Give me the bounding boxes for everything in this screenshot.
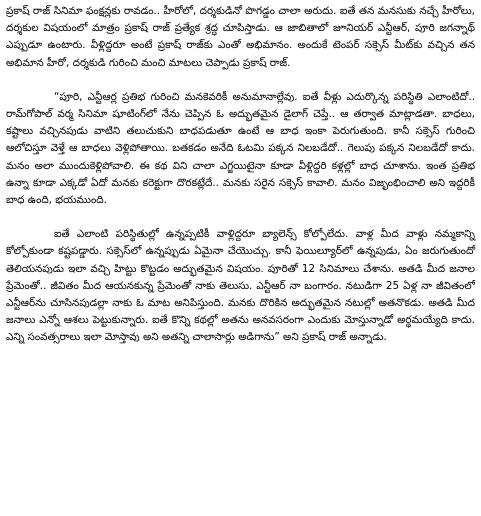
article-paragraph-1: ప్రకాష్ రాజ్ సినిమా ఫంక్షన్లకు రావడం.. హీరోలో, దర్శకుడినో పొగడ్డం చాలా అరుదు. ఐతే తన మనసుకు నచ్చే హీరోలు, దర్శకుల విషయంలో మాత్రం ప్రకాష్ రాజ్ ప్రత్యేక శ్రద్ధ చూపిస్తాడు. ఆ జాబితాలో జూనియర్ ఎన్టీఆర్, పూరి జగన్నాథ్ ఎప్పుడూ ఉంటారు. వీళ్లిద్దరూ అంటే ప్రకాష్ రాజ్‌కు ఎంతో అభిమానం. అందుకే టెంపర్ సక్సెస్ మీట్‌కు వచ్చిన తన అభిమాన హీరో, దర్శకుడి గురించి మంచి మాటలు చెప్పాడు ప్రకాష్ రాజ్. — [6, 5, 475, 69]
article-paragraph-2: “పూరి, ఎన్టీఆర్ల ప్రతిభ గురించి మనకెవరికీ అనుమానాల్లేవు. ఐతే వీళ్లు ఎదుర్కొన్న పరిస్థితి ఎలాంటిదో.. రామ్‌గోపాల్ వర్మ సినిమా షూటింగ్‌లో నేను చెప్పిన ఓ అద్భుతమైన డైలాగ్ చెప్తే.. ఆ తర్వాత మాట్లాడతా. బాధలు, కష్టాలు వచ్చినపుడు వాటిని తలుచుకుని బాధపడుతూ ఉంటే ఆ బాధ ఇంకా పెరుగుతుంది. కానీ సక్సెస్ గురించి ఆలోచిస్తూ వెళ్తే ఆ బాధలు వెళ్లిపోతాయి. బతకడం అనేది ఓటమి పక్కన నిలబడేదో.. గెలుపు పక్కన నిలబడేదో కాదు. మనం అలా ముందుకెళ్లిపోవాలి. ఈ కథ విని చాలా ఎగ్జయిటైనా కూడా వీళ్లిద్దరి కళ్లల్లో బాధ చూశాను. ఇంత ప్రతిభ ఉన్నా కూడా ఎక్కడో ఏదో మనకు కరెక్టుగా దొరకట్లేదే.. మనకు సరైన సక్సెస్ కావాలి. మనం విజృంభించాలి అని ఇద్దరికీ బాధ ఉంది, భయముంది. — [6, 90, 475, 207]
article-paragraph-3: ఐతే ఎలాంటి పరిస్థితుల్లో ఉన్నప్పటికీ వాళ్లిద్దరూ బ్యాలెన్స్ కోల్పోలేదు. వాళ్ల మీద వాళ్లు నమ్మకాన్ని కోల్పోకుండా కష్టపడ్డారు. సక్సెస్‌లో ఉన్నప్పుడు ఏమైనా చేయొచ్చు. కానీ ఫెయిల్యూర్‌లో ఉన్నపుడు, ఏం జరుగుతుందో తెలియనపుడు ఇలా వచ్చి హిట్టు కొట్టడం అద్భుతమైన విషయం. పూరితో 12 సినిమాలు చేశాను. అతడి మీద జనాల ప్రేమెంతో.. జీవితం మీద ఆయనకున్న ప్రేమెంతో నాకు తెలుసు. ఎన్టీఆర్ నా బంగారం. నటుడిగా 25 ఏళ్ల నా జీవితంలో ఎన్టీఆర్‌ను చూసినపుడల్లా నాకు ఓ మాట అనిపిస్తుంది. మనకు దొరికిన అద్భుతమైన నటుల్లో అతనొకడు. అతడి మీద జనాలు ఎన్నో ఆశలు పెట్టుకున్నారు. ఐతే కొన్ని కథల్లో అతను అనవసరంగా ఎందుకు మోస్తున్నాడో అర్థమయ్యేది కాదు. ఎన్ని సంవత్సరాలు ఇలా మోస్తావు అని అతన్ని చాలాసార్లు అడిగాను” అని ప్రకాష్ రాజ్ అన్నాడు. — [6, 228, 475, 344]
